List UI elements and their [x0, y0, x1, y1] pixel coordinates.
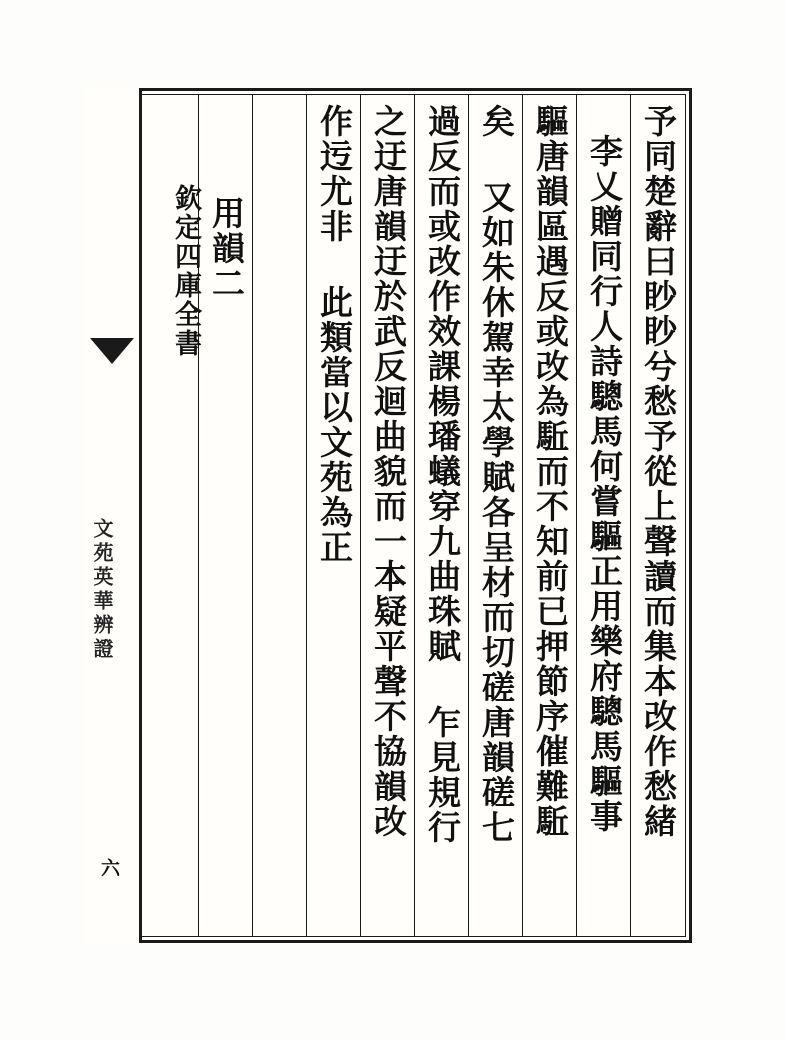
- section-heading-column: [198, 94, 252, 937]
- text-column-3: [522, 94, 576, 937]
- section-heading: 用韻二: [206, 196, 246, 301]
- text-column-1: [630, 94, 684, 937]
- text-column-2: [576, 94, 630, 937]
- column-text: 過反而或改作效課楊璠蟻穿九曲珠賦 乍見規行: [422, 104, 462, 845]
- text-column-area: [92, 94, 684, 937]
- book-title: 欽定四庫全書: [170, 184, 201, 358]
- page-number: 六: [98, 858, 120, 877]
- text-column-4: [468, 94, 522, 937]
- column-text: 予同楚辭曰眇眇兮愁予從上聲讀而集本改作愁緒: [638, 104, 678, 839]
- text-column-6: [360, 94, 414, 937]
- margin-subtitle: 文苑英華辨證: [90, 518, 114, 662]
- text-column-blank-1: [252, 94, 306, 937]
- text-column-blank-2: [144, 94, 201, 937]
- column-text: 驅唐韻區遇反或改為駈而不知前已押節序催難駈: [530, 104, 570, 839]
- column-text: 矣 又如朱休駕幸太學賦各呈材而切磋唐韻磋七: [476, 104, 516, 845]
- text-column-5: [414, 94, 468, 937]
- column-text: 之迂唐韻迂於武反迴曲貌而一本疑平聲不協韻改: [368, 104, 408, 839]
- column-text: 李乂贈同行人詩驄馬何嘗驅正用樂府驄馬驅事: [584, 134, 624, 834]
- column-text: 作迃尤非 此類當以文苑為正: [314, 104, 354, 565]
- text-column-7: [306, 94, 360, 937]
